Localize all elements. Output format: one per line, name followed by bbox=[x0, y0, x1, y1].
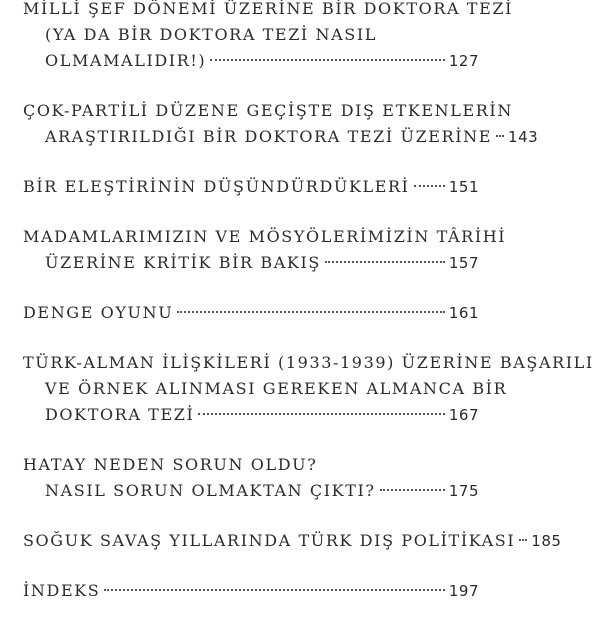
table-of-contents bbox=[23, 0, 594, 628]
dot-leader bbox=[414, 185, 445, 187]
toc-entry[interactable] bbox=[23, 452, 479, 504]
toc-entry[interactable] bbox=[23, 174, 479, 200]
toc-page-number: 127 bbox=[448, 52, 479, 70]
toc-entry-title: NASIL SORUN OLMAKTAN ÇIKTI? bbox=[45, 481, 376, 500]
dot-leader bbox=[177, 311, 445, 313]
dot-leader bbox=[210, 59, 445, 61]
toc-entry[interactable] bbox=[23, 528, 562, 554]
toc-entry-title: SOĞUK SAVAŞ YILLARINDA TÜRK DIŞ POLİTİKASI bbox=[23, 531, 516, 550]
toc-page-number: 197 bbox=[448, 582, 479, 600]
toc-entry[interactable] bbox=[23, 350, 594, 428]
toc-page-number: 151 bbox=[448, 178, 479, 196]
dot-leader bbox=[496, 135, 504, 137]
toc-entry-title: VE ÖRNEK ALINMASI GEREKEN ALMANCA BİR bbox=[45, 379, 508, 398]
toc-entry-title: TÜRK-ALMAN İLİŞKİLERİ (1933-1939) ÜZERİNE BAŞARILI bbox=[23, 353, 594, 372]
dot-leader bbox=[104, 589, 445, 591]
toc-entry[interactable] bbox=[23, 98, 539, 150]
toc-entry-title: ÇOK-PARTİLİ DÜZENE GEÇİŞTE DIŞ ETKENLERİN bbox=[23, 101, 513, 120]
toc-entry-title: BİR ELEŞTİRİNİN DÜŞÜNDÜRDÜKLERİ bbox=[23, 177, 410, 196]
dot-leader bbox=[380, 489, 445, 491]
toc-entry-title: (YA DA BİR DOKTORA TEZİ NASIL bbox=[45, 25, 377, 44]
toc-entry-title: DOKTORA TEZİ bbox=[45, 405, 195, 424]
dot-leader bbox=[325, 261, 445, 263]
toc-entry-title: ÜZERİNE KRİTİK BİR BAKIŞ bbox=[45, 253, 321, 272]
dot-leader bbox=[198, 413, 444, 415]
toc-page-number: 161 bbox=[448, 304, 479, 322]
toc-page-number: 157 bbox=[448, 254, 479, 272]
toc-entry[interactable] bbox=[23, 300, 479, 326]
toc-page-number: 175 bbox=[448, 482, 479, 500]
toc-entry-title: İNDEKS bbox=[23, 581, 101, 600]
toc-entry-title: HATAY NEDEN SORUN OLDU? bbox=[23, 455, 318, 474]
toc-page-number: 143 bbox=[508, 128, 539, 146]
toc-page-number: 185 bbox=[531, 532, 562, 550]
toc-entry[interactable] bbox=[23, 224, 507, 276]
toc-entry-title: MİLLİ ŞEF DÖNEMİ ÜZERİNE BİR DOKTORA TEZİ bbox=[23, 0, 513, 18]
toc-entry[interactable] bbox=[23, 578, 479, 604]
toc-entry-title: ARAŞTIRILDIĞI BİR DOKTORA TEZİ ÜZERİNE bbox=[45, 127, 493, 146]
toc-page-number: 167 bbox=[448, 406, 479, 424]
toc-entry-title: OLMAMALIDIR!) bbox=[45, 51, 207, 70]
dot-leader bbox=[519, 539, 527, 541]
toc-entry-title: MADAMLARIMIZIN VE MÖSYÖLERİMİZİN TÂRİHİ bbox=[23, 227, 507, 246]
toc-entry-title: DENGE OYUNU bbox=[23, 303, 174, 322]
toc-entry[interactable] bbox=[23, 0, 513, 74]
